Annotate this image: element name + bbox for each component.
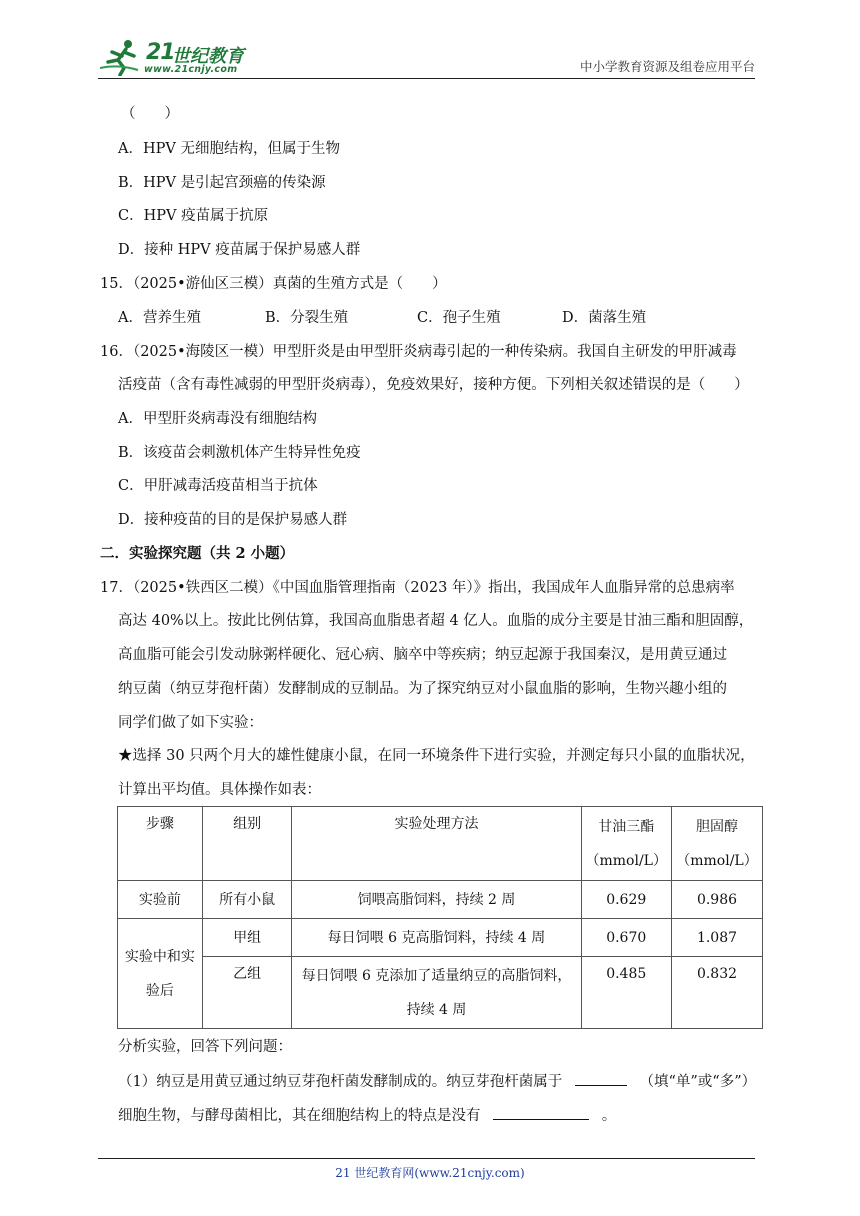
page-header: [98, 36, 755, 79]
cell-cholesterol: 0.832: [671, 957, 762, 1029]
cell-group: 乙组: [202, 957, 292, 1029]
cell-method: 每日饲喂 6 克高脂饲料，持续 4 周: [292, 919, 581, 957]
cell-step: [118, 919, 203, 1029]
q14-option-c: C．HPV 疫苗属于抗原: [118, 208, 269, 224]
header-triglyceride-name: 甘油三酯: [598, 818, 655, 835]
logo-text: 世纪教育: [172, 46, 244, 67]
header-group: 组别: [202, 807, 292, 881]
site-logo: [98, 36, 258, 76]
q17-para-line5: 同学们做了如下实验：: [118, 715, 263, 731]
header-cholesterol: [671, 807, 762, 881]
cell-triglyceride: 0.670: [581, 919, 671, 957]
subquestion-1-text-a: （1）纳豆是用黄豆通过纳豆芽孢杆菌发酵制成的。纳豆芽孢杆菌属于: [118, 1074, 563, 1090]
q17-para-line6: ★选择 30 只两个月大的雄性健康小鼠，在同一环境条件下进行实验，并测定每只小鼠的血脂状况，: [118, 748, 755, 764]
header-platform-title: 中小学教育资源及组卷应用平台: [579, 59, 755, 74]
q14-option-b: B．HPV 是引起宫颈癌的传染源: [118, 175, 326, 191]
header-cholesterol-unit: （mmol/L）: [676, 852, 758, 869]
cell-cholesterol: 1.087: [671, 919, 762, 957]
subquestion-1-text-b: （填“单”或“多”）: [639, 1074, 757, 1090]
q16-option-c: C．甲肝减毒活疫苗相当于抗体: [118, 478, 318, 494]
header-cholesterol-name: 胆固醇: [695, 818, 738, 835]
table-header-row: [118, 807, 763, 881]
footer-source: 21 世纪教育网(www.21cnjy.com): [335, 1166, 525, 1180]
q16-stem-line1: 16．（2025•海陵区一模）甲型肝炎是由甲型肝炎病毒引起的一种传染病。我国自主研发的甲肝减毒: [100, 344, 737, 360]
q15-option-d: D．菌落生殖: [562, 310, 647, 326]
analysis-prompt: 分析实验，回答下列问题：: [118, 1039, 292, 1055]
cell-group: 所有小鼠: [202, 881, 292, 919]
q14-paren: （ ）: [121, 106, 179, 122]
answer-blank-1[interactable]: [575, 1071, 627, 1086]
cell-triglyceride: 0.629: [581, 881, 671, 919]
footer-divider: [98, 1158, 755, 1159]
q15-option-c: C．孢子生殖: [417, 310, 501, 326]
logo-url: www.21cnjy.com: [144, 64, 238, 75]
cell-method: [292, 957, 581, 1029]
q17-para-line4: 纳豆菌（纳豆芽孢杆菌）发酵制成的豆制品。为了探究纳豆对小鼠血脂的影响，生物兴趣小组的: [118, 681, 727, 697]
logo-number: 21: [146, 40, 175, 65]
header-triglyceride-unit: （mmol/L）: [585, 852, 667, 869]
cell-cholesterol: 0.986: [671, 881, 762, 919]
cell-method-line1: 每日饲喂 6 克添加了适量纳豆的高脂饲料，: [301, 967, 572, 984]
cell-triglyceride: 0.485: [581, 957, 671, 1029]
table-row: [118, 919, 763, 957]
header-step: 步骤: [118, 807, 203, 881]
header-method: 实验处理方法: [292, 807, 581, 881]
q15-option-a: A．营养生殖: [118, 310, 201, 326]
experiment-table: [117, 806, 763, 1029]
q15-stem: 15．（2025•游仙区三模）真菌的生殖方式是（ ）: [100, 276, 447, 292]
q17-para-line1: 17．（2025•铁西区二模）《中国血脂管理指南（2023 年）》指出，我国成年人血脂异常的总患病率: [100, 580, 735, 596]
q16-stem-line2: 活疫苗（含有毒性减弱的甲型肝炎病毒），免疫效果好，接种方便。下列相关叙述错误的是（ ）: [118, 377, 749, 393]
q16-option-b: B．该疫苗会刺激机体产生特异性免疫: [118, 445, 361, 461]
cell-method: 饲喂高脂饲料，持续 2 周: [292, 881, 581, 919]
cell-group: 甲组: [202, 919, 292, 957]
cell-step: 实验前: [118, 881, 203, 919]
q14-option-a: A．HPV 无细胞结构，但属于生物: [118, 141, 340, 157]
q14-option-d: D．接种 HPV 疫苗属于保护易感人群: [118, 242, 361, 258]
table-row: [118, 957, 763, 1029]
cell-method-line2: 持续 4 周: [406, 1001, 467, 1018]
q16-option-d: D．接种疫苗的目的是保护易感人群: [118, 512, 348, 528]
runner-logo-icon: [98, 38, 146, 76]
subquestion-1-text-d: 。: [601, 1108, 617, 1124]
q17-para-line2: 高达 40%以上。按此比例估算，我国高血脂患者超 4 亿人。血脂的成分主要是甘油三酯和胆固醇，: [118, 613, 754, 629]
section-heading: 二．实验探究题（共 2 小题）: [100, 545, 295, 562]
subquestion-1-text-c: 细胞生物，与酵母菌相比，其在细胞结构上的特点是没有: [118, 1108, 481, 1124]
subquestion-1-line2: [118, 1105, 616, 1126]
q15-option-b: B．分裂生殖: [265, 310, 349, 326]
table-row: [118, 881, 763, 919]
header-triglyceride: [581, 807, 671, 881]
subquestion-1-line1: [118, 1071, 756, 1092]
q16-option-a: A．甲型肝炎病毒没有细胞结构: [118, 411, 317, 427]
q17-para-line3: 高血脂可能会引发动脉粥样硬化、冠心病、脑卒中等疾病；纳豆起源于我国秦汉，是用黄豆通过: [118, 647, 727, 663]
q17-para-line7: 计算出平均值。具体操作如表：: [118, 782, 321, 798]
cell-step-line2: 验后: [145, 982, 174, 999]
answer-blank-2[interactable]: [493, 1105, 589, 1120]
cell-step-line1: 实验中和实: [124, 948, 195, 965]
